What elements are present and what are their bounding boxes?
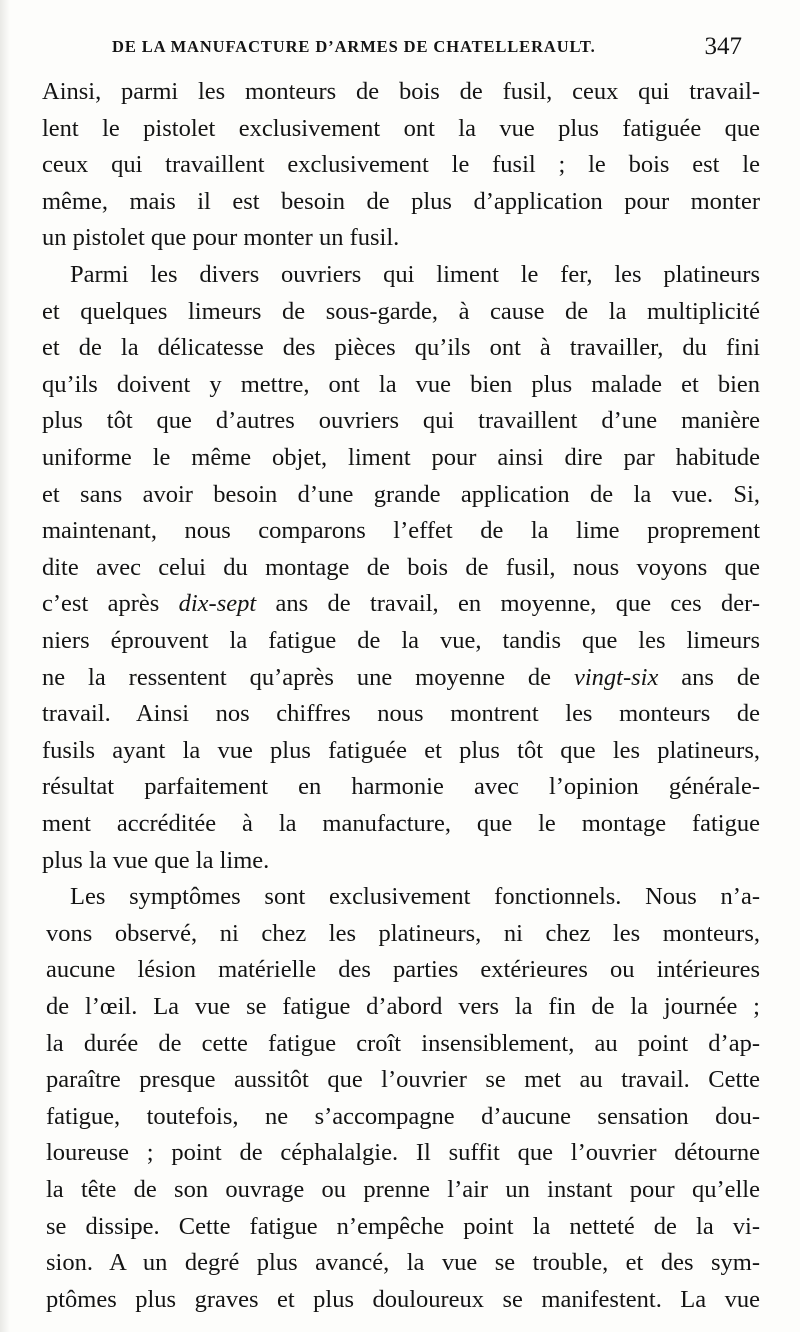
text-line: paraître presque aussitôt que l’ouvrier se met au travail. Cette [46, 1066, 760, 1094]
text-line: uniforme le même objet, liment pour ainsi dire par habitude [42, 444, 760, 471]
text-segment: c’est après [42, 590, 179, 618]
page-number: 347 [704, 33, 742, 60]
text-line: résultat parfaitement en harmonie avec l’opinion générale- [42, 773, 760, 801]
text-line: sion. A un degré plus avancé, la vue se trouble, et des sym- [46, 1249, 760, 1277]
text-line: la durée de cette fatigue croît insensiblement, au point d’ap- [46, 1029, 760, 1057]
text-line: plus la vue que la lime. [42, 846, 270, 874]
text-line: vons observé, ni chez les platineurs, ni chez les monteurs, [46, 919, 760, 947]
text-line: ptômes plus graves et plus douloureux se manifestent. La vue [46, 1285, 760, 1313]
text-line: et quelques limeurs de sous-garde, à cause de la multiplicité [42, 297, 760, 325]
running-title: DE LA MANUFACTURE D’ARMES DE CHATELLERAULT. [112, 37, 596, 56]
text-line: Ainsi, parmi les monteurs de bois de fusil, ceux qui travail- [42, 78, 760, 105]
text-line: se dissipe. Cette fatigue n’empêche point la netteté de la vi- [46, 1212, 760, 1240]
text-line: et sans avoir besoin d’une grande application de la vue. Si, [42, 480, 760, 508]
text-line [42, 660, 760, 696]
text-line [42, 586, 760, 622]
scan-edge-shadow [0, 0, 10, 1332]
text-line: dite avec celui du montage de bois de fusil, nous voyons que [42, 553, 760, 581]
text-line: un pistolet que pour monter un fusil. [42, 224, 400, 252]
text-line: Parmi les divers ouvriers qui liment le fer, les platineurs [70, 261, 760, 288]
text-line: et de la délicatesse des pièces qu’ils ont à travailler, du fini [42, 334, 760, 362]
text-line: plus tôt que d’autres ouvriers qui travaillent d’une manière [42, 407, 760, 435]
body-text [42, 74, 760, 1314]
text-line: la tête de son ouvrage ou prenne l’air un instant pour qu’elle [46, 1176, 760, 1203]
text-line: même, mais il est besoin de plus d’application pour monter [42, 187, 760, 215]
italic-term: vingt-six [573, 663, 659, 691]
text-line: aucune lésion matérielle des parties extérieures ou intérieures [46, 956, 760, 984]
text-line: niers éprouvent la fatigue de la vue, tandis que les limeurs [42, 627, 760, 654]
running-head [112, 33, 742, 63]
text-line: Les symptômes sont exclusivement fonctionnels. Nous n’a- [70, 883, 760, 911]
text-line: lent le pistolet exclusivement ont la vue plus fatiguée que [42, 114, 760, 142]
text-line: loureuse ; point de céphalalgie. Il suffit que l’ouvrier détourne [46, 1139, 760, 1167]
text-segment: ans de [658, 663, 760, 691]
text-line: maintenant, nous comparons l’effet de la lime proprement [42, 517, 760, 545]
text-line: ment accréditée à la manufacture, que le montage fatigue [42, 810, 760, 837]
text-line: ceux qui travaillent exclusivement le fusil ; le bois est le [42, 151, 760, 179]
text-line: de l’œil. La vue se fatigue d’abord vers la fin de la journée ; [46, 993, 760, 1020]
text-line: qu’ils doivent y mettre, ont la vue bien plus malade et bien [42, 370, 760, 398]
text-segment: ne la ressentent qu’après une moyenne de [42, 663, 574, 691]
italic-term: dix-sept [178, 590, 257, 618]
text-line: fatigue, toutefois, ne s’accompagne d’aucune sensation dou- [46, 1102, 760, 1130]
text-line: fusils ayant la vue plus fatiguée et plus tôt que les platineurs, [42, 736, 760, 764]
text-line: travail. Ainsi nos chiffres nous montrent les monteurs de [42, 700, 760, 728]
text-segment: ans de travail, en moyenne, que ces der- [256, 590, 760, 618]
